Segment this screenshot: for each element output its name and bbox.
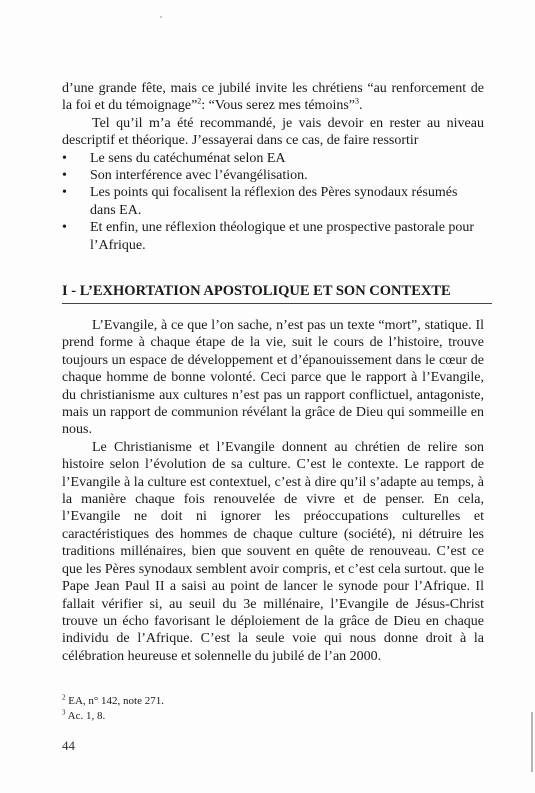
list-item-text: Les points qui focalisent la réflexion des Pères synodaux résumés dans EA.	[90, 185, 458, 218]
heading-underline	[62, 303, 492, 304]
footnote-2	[62, 694, 362, 709]
intro-paragraph-method: Tel qu’il m’a été recommandé, je vais devoir en rester au niveau descriptif et théorique. J’essayerai dans ce cas, de faire ressortir	[62, 115, 484, 149]
bullet-icon: •	[62, 185, 67, 201]
list-item	[62, 219, 484, 254]
footnote-text: Ac. 1, 8.	[65, 710, 106, 722]
list-item	[62, 184, 484, 219]
bullet-list	[62, 150, 484, 254]
footnotes	[62, 694, 362, 724]
bullet-icon: •	[62, 168, 67, 184]
list-item	[62, 150, 484, 167]
section-body	[62, 317, 484, 665]
list-item-text: Et enfin, une réflexion théologique et une prospective pastorale pour l’Afrique.	[90, 220, 475, 253]
list-item-text: Son interférence avec l’évangélisation.	[90, 168, 308, 184]
intro-text: d’une grande fête, mais ce jubilé invite les chrétiens “au renforcement de la foi et du témoignage”	[62, 81, 484, 114]
footnote-ref-2: 2	[197, 96, 202, 106]
intro-period: .	[359, 98, 363, 114]
page-number: 44	[62, 738, 75, 753]
intro-paragraph-continued	[62, 80, 484, 115]
scan-edge-artifact	[531, 712, 533, 772]
footnote-mark: 2	[62, 693, 66, 702]
intro-quote: : “Vous serez mes témoins”	[201, 98, 356, 114]
bullet-icon: •	[62, 220, 67, 236]
intro-block	[62, 80, 484, 254]
scan-artifact	[160, 16, 162, 18]
list-item	[62, 167, 484, 184]
list-item-text: Le sens du catéchuménat selon EA	[90, 150, 286, 166]
section-paragraph-1: L’Evangile, à ce que l’on sache, n’est pas un texte “mort”, statique. Il prend forme à chaque étape de la vie, suit le cours de l’histoire, trouve toujours un espace de développement et d’épanouissement dans le cœur de chaque homme de bonne volonté. Ceci parce que le rapport à l’Evangile, du christianisme aux cultures n’est pas un rapport conflictuel, antagoniste, mais un rapport de communion révélant la grâce de Dieu qui sommeille en nous.	[62, 318, 484, 438]
footnote-ref-3: 3	[355, 96, 360, 106]
footnote-3	[62, 709, 362, 724]
footnote-text: EA, n° 142, note 271.	[65, 695, 165, 707]
footnote-mark: 3	[62, 708, 66, 717]
bullet-icon: •	[62, 150, 67, 166]
section-heading: I - L’EXHORTATION APOSTOLIQUE ET SON CONTEXTE	[62, 283, 451, 299]
section-paragraph-2: Le Christianisme et l’Evangile donnent au chrétien de relire son histoire selon l’évolution de sa culture. C’est le contexte. Le rapport de l’Evangile à la culture est contextuel, c’est à dire qu’il s’adapte au temps, à la manière chaque fois renouvelée de vivre et de penser. En cela, l’Evangile ne doit ni ignorer les préoccupations culturelles et caractéristiques des hommes de chaque culture (société), ni détruire les traditions millénaires, bien que souvent en quête de renouveau. C’est ce que les Pères synodaux semblent avoir compris, et c’est cela surtout. que le Pape Jean Paul II a saisi au point de lancer le synode pour l’Afrique. Il fallait vérifier si, au seuil du 3e millénaire, l’Evangile de Jésus-Christ trouve un écho favorisant le déploiement de la grâce de Dieu en chaque individu de l’Afrique. C’est la seule voie qui nous donne droit à la célébration heureuse et solennelle du jubilé de l’an 2000.	[62, 439, 484, 664]
